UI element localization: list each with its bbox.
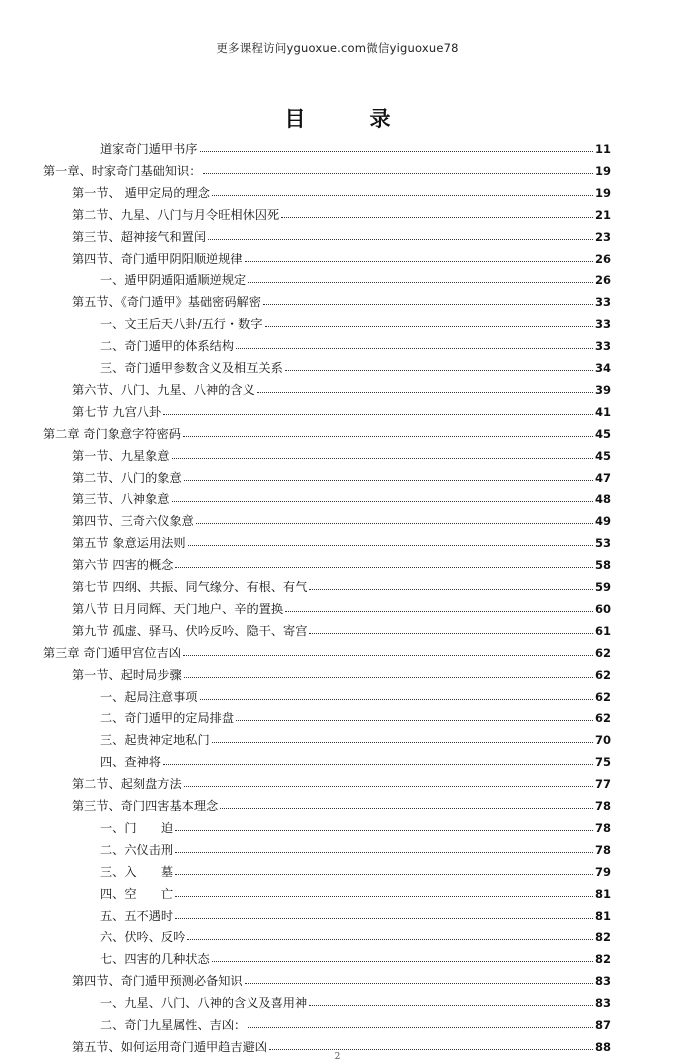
dot-leader — [184, 665, 593, 678]
toc-entry-page: 62 — [594, 711, 611, 726]
dot-leader — [175, 906, 593, 919]
dot-leader — [175, 862, 593, 875]
toc-entry-page: 49 — [594, 514, 611, 529]
toc-entry-title: 一、文王后天八卦/五行・数字 — [100, 317, 263, 332]
promo-header: 更多课程访问yguoxue.com微信yiguoxue78 — [216, 41, 459, 55]
toc-entry[interactable] — [100, 270, 611, 290]
toc-entry-page: 11 — [594, 142, 611, 156]
toc-entry[interactable] — [72, 183, 611, 203]
dot-leader — [220, 796, 593, 809]
toc-entry[interactable] — [100, 708, 611, 728]
toc-entry[interactable] — [100, 818, 611, 838]
page-title: 目录 — [284, 106, 455, 131]
toc-entry-title: 第五节、《奇门遁甲》基础密码解密 — [72, 295, 261, 310]
toc-entry[interactable] — [100, 730, 611, 750]
toc-entry-page: 33 — [594, 339, 611, 354]
dot-leader — [208, 227, 593, 240]
toc-entry-page: 79 — [594, 864, 611, 879]
dot-leader — [248, 1015, 593, 1028]
toc-entry-title: 第一节、 遁甲定局的理念 — [72, 185, 210, 200]
toc-entry-title: 第五节、如何运用奇门遁甲趋吉避凶 — [72, 1039, 267, 1054]
dot-leader — [236, 336, 593, 349]
dot-leader — [175, 884, 593, 897]
toc-entry-page: 26 — [594, 251, 611, 266]
toc-entry-page: 19 — [594, 185, 611, 200]
toc-entry-page: 21 — [594, 207, 611, 222]
dot-leader — [212, 183, 593, 196]
toc-entry-page: 82 — [594, 952, 611, 967]
toc-entry[interactable] — [100, 906, 611, 926]
toc-entry[interactable] — [72, 468, 611, 488]
toc-entry-title: 第三节、八神象意 — [72, 492, 170, 507]
toc-entry-title: 一、遁甲阴遁阳遁顺逆规定 — [100, 273, 247, 288]
dot-leader — [163, 752, 593, 765]
dot-leader — [175, 840, 593, 853]
toc-entry[interactable] — [72, 205, 611, 225]
toc-entry-page: 81 — [594, 908, 611, 923]
dot-leader — [269, 1037, 593, 1050]
toc-entry-title: 第八节 日月同辉、天门地户、辛的置换 — [72, 601, 284, 616]
toc-entry-title: 三、起贵神定地私门 — [100, 733, 210, 748]
dot-leader — [212, 730, 593, 743]
toc-entry-page: 70 — [594, 733, 611, 748]
toc-entry[interactable] — [100, 1015, 611, 1035]
toc-entry[interactable] — [100, 314, 611, 334]
toc-entry-page: 87 — [594, 1018, 611, 1032]
toc-entry-title: 道家奇门遁甲书序 — [100, 142, 198, 156]
toc-entry-title: 第二节、九星、八门与月令旺相休囚死 — [72, 207, 280, 222]
toc-entry[interactable] — [100, 336, 611, 356]
toc-entry-title: 第三章 奇门遁甲宫位吉凶 — [43, 645, 181, 660]
toc-entry-page: 59 — [594, 580, 611, 594]
toc-entry[interactable] — [72, 577, 611, 597]
toc-entry[interactable] — [72, 227, 611, 247]
toc-entry-page: 88 — [594, 1039, 611, 1054]
toc-entry-page: 26 — [594, 273, 611, 288]
dot-leader — [309, 577, 593, 590]
toc-entry[interactable] — [43, 424, 611, 444]
dot-leader — [245, 249, 593, 262]
toc-entry-page: 83 — [594, 996, 611, 1011]
dot-leader — [200, 687, 593, 700]
dot-leader — [183, 643, 593, 656]
toc-entry-page: 83 — [594, 974, 611, 989]
dot-leader — [212, 949, 593, 962]
dot-leader — [188, 533, 593, 546]
toc-entry-page: 19 — [594, 163, 611, 178]
toc-entry-title: 第三节、超神接气和置闰 — [72, 229, 207, 244]
toc-entry-title: 第四节、奇门遁甲预测必备知识 — [72, 974, 243, 989]
dot-leader — [265, 314, 593, 327]
dot-leader — [285, 358, 593, 371]
toc-entry[interactable] — [43, 643, 611, 663]
toc-entry-title: 二、奇门九星属性、吉凶： — [100, 1018, 247, 1032]
toc-entry-page: 75 — [594, 755, 611, 770]
toc-entry-title: 第四节、三奇六仪象意 — [72, 514, 194, 529]
toc-entry-title: 一、九星、八门、八神的含义及喜用神 — [100, 996, 308, 1011]
toc-entry[interactable] — [100, 139, 611, 159]
toc-entry-title: 第七节 九宫八卦 — [72, 404, 162, 419]
toc-entry[interactable] — [100, 358, 611, 378]
toc-entry-title: 第七节 四纲、共振、同气缘分、有根、有气 — [72, 580, 308, 594]
toc-entry-page: 45 — [594, 426, 611, 441]
toc-entry-title: 第一节、九星象意 — [72, 448, 170, 463]
toc-entry[interactable] — [72, 555, 611, 575]
toc-entry[interactable] — [72, 489, 611, 509]
toc-entry-page: 45 — [594, 448, 611, 463]
dot-leader — [245, 971, 593, 984]
dot-leader — [172, 446, 593, 459]
toc-entry-title: 第四节、奇门遁甲阴阳顺逆规律 — [72, 251, 243, 266]
toc-entry[interactable] — [100, 687, 611, 707]
toc-entry-page: 81 — [594, 886, 611, 901]
toc-entry[interactable] — [100, 949, 611, 969]
toc-entry[interactable] — [72, 249, 611, 269]
dot-leader — [172, 489, 593, 502]
toc-entry[interactable] — [100, 752, 611, 772]
toc-entry[interactable] — [72, 665, 611, 685]
toc-entry-page: 33 — [594, 317, 611, 332]
toc-entry[interactable] — [72, 599, 611, 619]
dot-leader — [175, 818, 593, 831]
dot-leader — [257, 380, 593, 393]
toc-entry-title: 二、奇门遁甲的体系结构 — [100, 339, 235, 354]
toc-entry-page: 78 — [594, 820, 611, 835]
toc-entry-page: 41 — [594, 404, 611, 419]
dot-leader — [184, 774, 593, 787]
toc-entry-title: 第六节 四害的概念 — [72, 558, 174, 573]
toc-entry-title: 二、六仪击刑 — [100, 842, 174, 857]
toc-entry[interactable] — [72, 380, 611, 400]
dot-leader — [163, 402, 593, 415]
toc-entry-page: 62 — [594, 645, 611, 660]
toc-entry-page: 60 — [594, 601, 611, 616]
dot-leader — [309, 993, 593, 1006]
toc-entry-page: 78 — [594, 842, 611, 857]
toc-entry-page: 78 — [594, 799, 611, 813]
page-number: 2 — [334, 1052, 341, 1062]
dot-leader — [285, 599, 593, 612]
dot-leader — [203, 161, 593, 174]
toc-entry[interactable] — [100, 840, 611, 860]
dot-leader — [263, 292, 593, 305]
toc-entry-page: 47 — [594, 470, 611, 485]
dot-leader — [236, 708, 593, 721]
toc-entry-title: 第九节 孤虚、驿马、伏吟反吟、隐干、寄宫 — [72, 623, 308, 638]
toc-entry-title: 三、奇门遁甲参数含义及相互关系 — [100, 361, 283, 375]
toc-entry-page: 23 — [594, 229, 611, 244]
toc-entry-title: 第五节 象意运用法则 — [72, 536, 186, 551]
dot-leader — [309, 621, 593, 634]
dot-leader — [196, 511, 593, 524]
toc-entry[interactable] — [72, 774, 611, 794]
toc-entry-title: 第六节、八门、九星、八神的含义 — [72, 382, 255, 397]
dot-leader — [187, 927, 593, 940]
toc-entry-title: 六、伏吟、反吟 — [100, 930, 186, 945]
dot-leader — [248, 270, 593, 283]
toc-entry-title: 五、五不遇时 — [100, 908, 174, 923]
toc-entry-title: 一、起局注意事项 — [100, 689, 198, 704]
toc-entry-title: 第二节、八门的象意 — [72, 470, 182, 485]
toc-entry[interactable] — [100, 993, 611, 1013]
toc-entry[interactable] — [72, 292, 611, 312]
toc-entry-title: 第一节、起时局步骤 — [72, 667, 182, 682]
toc-entry[interactable] — [72, 796, 611, 816]
toc-entry[interactable] — [72, 533, 611, 553]
toc-entry-title: 四、空 亡 — [100, 886, 174, 901]
toc-entry[interactable] — [43, 161, 611, 181]
dot-leader — [184, 468, 593, 481]
toc-entry-page: 82 — [594, 930, 611, 945]
toc-entry-page: 58 — [594, 558, 611, 573]
toc-entry[interactable] — [72, 446, 611, 466]
toc-entry-page: 77 — [594, 777, 611, 792]
toc-entry-title: 三、入 墓 — [100, 864, 174, 879]
toc-entry-title: 第二章 奇门象意字符密码 — [43, 426, 181, 441]
toc-entry[interactable] — [100, 927, 611, 947]
toc-entry-page: 48 — [594, 492, 611, 507]
dot-leader — [200, 139, 593, 152]
toc-entry[interactable] — [72, 621, 611, 641]
toc-entry-page: 62 — [594, 689, 611, 704]
toc-entry[interactable] — [72, 511, 611, 531]
toc-entry[interactable] — [72, 971, 611, 991]
toc-entry-page: 61 — [594, 623, 611, 638]
toc-entry[interactable] — [100, 862, 611, 882]
toc-entry-title: 第一章、时家奇门基础知识： — [43, 163, 202, 178]
toc-entry-page: 33 — [594, 295, 611, 310]
toc-entry[interactable] — [100, 884, 611, 904]
dot-leader — [183, 424, 593, 437]
toc-entry-title: 四、查神将 — [100, 755, 161, 770]
toc-entry-page: 39 — [594, 382, 611, 397]
toc-entry-title: 二、奇门遁甲的定局排盘 — [100, 711, 235, 726]
toc-entry-page: 62 — [594, 667, 611, 682]
toc-entry-title: 七、四害的几种状态 — [100, 952, 210, 967]
toc-entry-page: 53 — [594, 536, 611, 551]
dot-leader — [175, 555, 593, 568]
toc-entry[interactable] — [72, 402, 611, 422]
toc-entry-title: 第二节、起刻盘方法 — [72, 777, 182, 792]
toc-entry-title: 一、门 迫 — [100, 820, 174, 835]
toc-entry-title: 第三节、奇门四害基本理念 — [72, 799, 219, 813]
dot-leader — [281, 205, 593, 218]
toc-entry-page: 34 — [594, 361, 611, 375]
